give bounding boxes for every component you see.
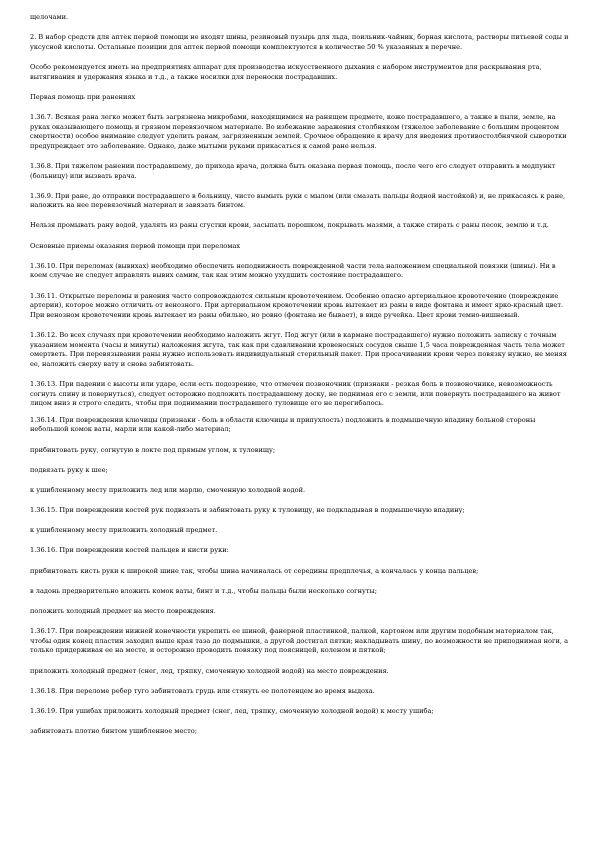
paragraph: положить холодный предмет на место повреждения. [30, 607, 216, 616]
paragraph: забинтовать плотно бинтом ушибленное место; [30, 727, 197, 736]
paragraph: Нельзя промывать рану водой, удалять из раны сгустки крови, засыпать порошком, покрывать мазями, а также стирать с раны песок, землю и т.д. [30, 221, 549, 230]
section-heading: Первая помощь при ранениях [30, 92, 136, 101]
paragraph: Особо рекомендуется иметь на предприятиях аппарат для производства искусственного дыхания с набором инструментов для раскрывания рта, вытягивания и удержания языка и т.д., а также носилки для переноски пострадавших. [30, 62, 542, 81]
paragraph: подвязать руку к шее; [30, 465, 108, 474]
paragraph: 1.36.17. При повреждении нижней конечности укрепить ее шиной, фанерной пластинкой, палкой, картоном или другим подобным материалом так, чтобы один конец пластин заходил выше края таза до подмышки, а другой достигал пятки; накладывать шину, по возможности не приподнимая ноги, а только придерживая ее на месте, и осторожно проводить повязку под поясницей, коленом и пяткой; [30, 627, 568, 655]
paragraph: приложить холодный предмет (снег, лед, тряпку, смоченную холодной водой) на место повреждения. [30, 666, 389, 675]
paragraph: 1.36.10. При переломах (вывихах) необходимо обеспечить неподвижность поврежденной части тела наложением специальной повязки (шины). Ни в коем случае не следует вправлять вывих самим, так как этим можно ухудшить состояние пострадавшего. [30, 261, 556, 280]
paragraph: 1.36.8. При тяжелом ранении пострадавшему, до прихода врача, должна быть оказана первая помощь, после чего его следует отправить в медпункт (больницу) или вызвать врача. [30, 161, 556, 180]
paragraph: 1.36.11. Открытые переломы и ранения часто сопровождаются сильным кровотечением. Особенно опасно артериальное кровотечение (повреждение артерии), которое можно отличить от венозного. При артериальном кровотечении кровь вытекает из раны в виде фонтана и имеет ярко-красный цвет. При венозном кровотечении кровь вытекает из раны обильно, но ровно (фонтана не бывает), в виде ручейка. Цвет крови темно-вишневый. [30, 291, 564, 319]
paragraph: 1.36.14. При повреждении ключицы (признаки - боль в области ключицы и припухлость) подложить в подмышечную впадину больной стороны небольшой комок ваты, марли или какой-либо материал; [30, 415, 536, 434]
paragraph: 1.36.12. Во всех случаях при кровотечении необходимо наложить жгут. Под жгут (или в кармане пострадавшего) нужно положить записку с точным указанием момента (часы и минуты) наложения жгута, так как при сдавливании кровеносных сосудов свыше 1,5 часа поврежденная часть тела может омертветь. При перевязывании раны нужно использовать индивидуальный стерильный пакет. При просачивании крови через повязку нужно, не меняя ее, наложить сверху вату и снова забинтовать. [30, 331, 567, 368]
paragraph: щелочами. [30, 13, 69, 21]
paragraph: 1.36.9. При ране, до отправки пострадавшего в больницу, чисто вымыть руки с мылом (или смазать пальцы йодной настойкой) и, не прикасаясь к ране, наложить на нее перевязочный материал и завязать бинтом. [30, 191, 566, 210]
paragraph: 1.36.19. При ушибах приложить холодный предмет (снег, лед, тряпку, смоченную холодной водой) к месту ушиба; [30, 706, 434, 715]
paragraph: к ушибленному месту приложить лед или марлю, смоченную холодной водой. [30, 485, 306, 494]
document-page [30, 13, 570, 747]
paragraph: 1.36.13. При падении с высоты или ударе, если есть подозрение, что отмечен позвоночник (признаки - резкая боль в позвоночнике, невозможность согнуть спину и повернуться), следует осторожно подложить пострадавшему доску, не поднимая его с земли, или повернуть пострадавшего на живот лицом вниз и строго следить, чтобы при поднимании пострадавшего туловище его не перегибалось. [30, 379, 561, 408]
paragraph: к ушибленному месту приложить холодный предмет. [30, 526, 218, 535]
section-heading: Основные приемы оказания первой помощи при переломах [30, 241, 241, 250]
paragraph: в ладонь предварительно вложить комок ваты, бинт и т.д., чтобы пальцы были несколько согнуты; [30, 586, 377, 595]
paragraph: прибинтовать руку, согнутую в локте под прямым углом, к туловищу; [30, 445, 276, 454]
paragraph: 1.36.16. При повреждении костей пальцев и кисти руки: [30, 546, 229, 555]
paragraph: прибинтовать кисть руки к широкой шине так, чтобы шина начиналась от середины предплечья, а кончалась у конца пальцев; [30, 566, 479, 575]
paragraph: 1.36.7. Всякая рана легко может быть загрязнена микробами, находящимися на ранящем предмете, коже пострадавшего, а также в пыли, земле, на руках оказывающего помощь и грязном перевязочном материале. Во избежание заражения столбняком (тяжелое заболевание с большим процентом смертности) особое внимание следует уделить ранам, загрязненным землей. Срочное обращение к врачу для введения противостолбнячной сыворотки предупреждает это заболевание. Однако, даже мытыми руками прикасаться к самой ране нельзя. [30, 112, 567, 150]
paragraph: 1.36.18. При переломе ребер туго забинтовать грудь или стянуть ее полотенцем во время выдоха. [30, 686, 375, 695]
paragraph: 2. В набор средств для аптек первой помощи не входят шины, резиновый пузырь для льда, поильник-чайник, борная кислота, растворы питьевой соды и уксусной кислоты. Остальные позиции для аптек первой помощи комплектуются в количестве 50 % указанных в перечне. [30, 33, 569, 51]
paragraph: 1.36.15. При повреждении костей рук подвязать и забинтовать руку к туловищу, не подкладывая в подмышечную впадину; [30, 506, 465, 515]
